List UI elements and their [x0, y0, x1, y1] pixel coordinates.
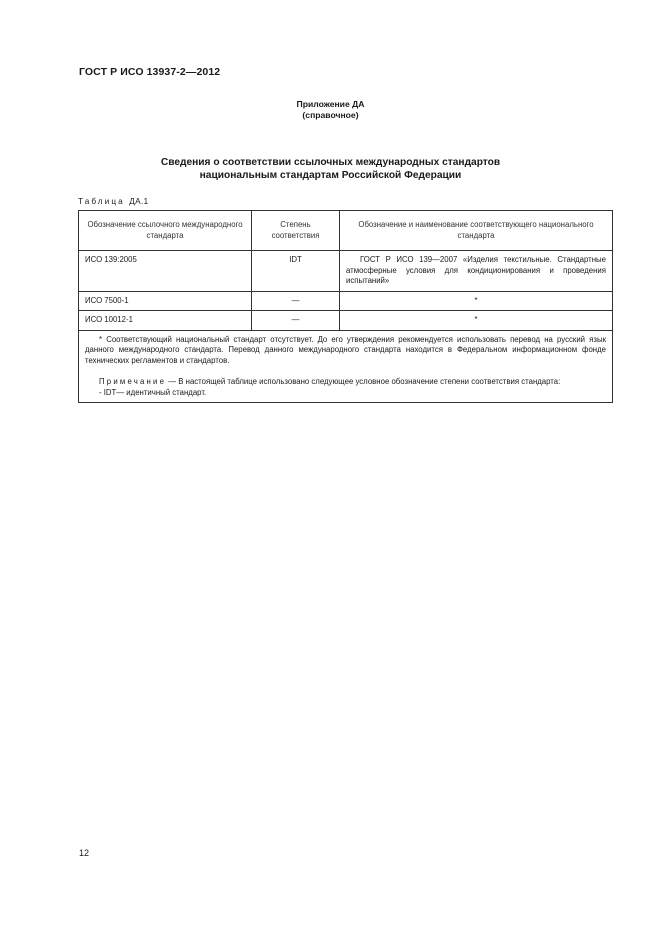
table-label-word: Таблица [78, 197, 125, 206]
footnote: * Соответствующий национальный стандарт отсутствует. До его утверждения рекомендуется использовать перевод на русский язык данного международного стандарта. Перевод данного международного стандарта находится в Федеральном информационном фонде технических регламентов и стандартов. [85, 334, 606, 365]
cell-degree: — [252, 311, 340, 331]
annex-title: Приложение ДА [296, 99, 365, 109]
cell-national: * [340, 311, 613, 331]
page-number: 12 [79, 848, 90, 858]
note-label: Примечание [99, 377, 167, 386]
section-title-line-2: национальным стандартам Российской Федерации [199, 170, 462, 181]
table-footer [79, 330, 613, 403]
cell-degree: — [252, 291, 340, 311]
cell-national: * [340, 291, 613, 311]
table-row [79, 291, 613, 311]
header-reference-standard: Обозначение ссылочного международного стандарта [79, 211, 252, 251]
annex-heading [0, 99, 661, 121]
correspondence-table [78, 210, 613, 403]
document-code: ГОСТ Р ИСО 13937-2—2012 [79, 66, 221, 78]
table-row [79, 311, 613, 331]
table-row [79, 251, 613, 292]
table-footer-row [79, 330, 613, 403]
note-text: — В настоящей таблице использовано следующее условное обозначение степени соответствия стандарта: [166, 377, 561, 386]
note [85, 377, 606, 388]
cell-degree: IDT [252, 251, 340, 292]
cell-reference: ИСО 10012-1 [79, 311, 252, 331]
table-label [78, 197, 149, 206]
header-national-standard: Обозначение и наименование соответствующего национального стандарта [340, 211, 613, 251]
cell-reference: ИСО 139:2005 [79, 251, 252, 292]
section-title [0, 156, 661, 182]
annex-subtitle: (справочное) [302, 110, 359, 120]
cell-reference: ИСО 7500-1 [79, 291, 252, 311]
note-item: - IDT— идентичный стандарт. [99, 387, 207, 397]
table-header-row [79, 211, 613, 251]
table-label-number: ДА.1 [129, 197, 149, 206]
header-degree: Степень соответствия [252, 211, 340, 251]
cell-national: ГОСТ Р ИСО 139—2007 «Изделия текстильные. Стандартные атмосферные условия для кондиционирования и проведения испытаний» [340, 251, 613, 292]
section-title-line-1: Сведения о соответствии ссылочных международных стандартов [160, 157, 501, 168]
